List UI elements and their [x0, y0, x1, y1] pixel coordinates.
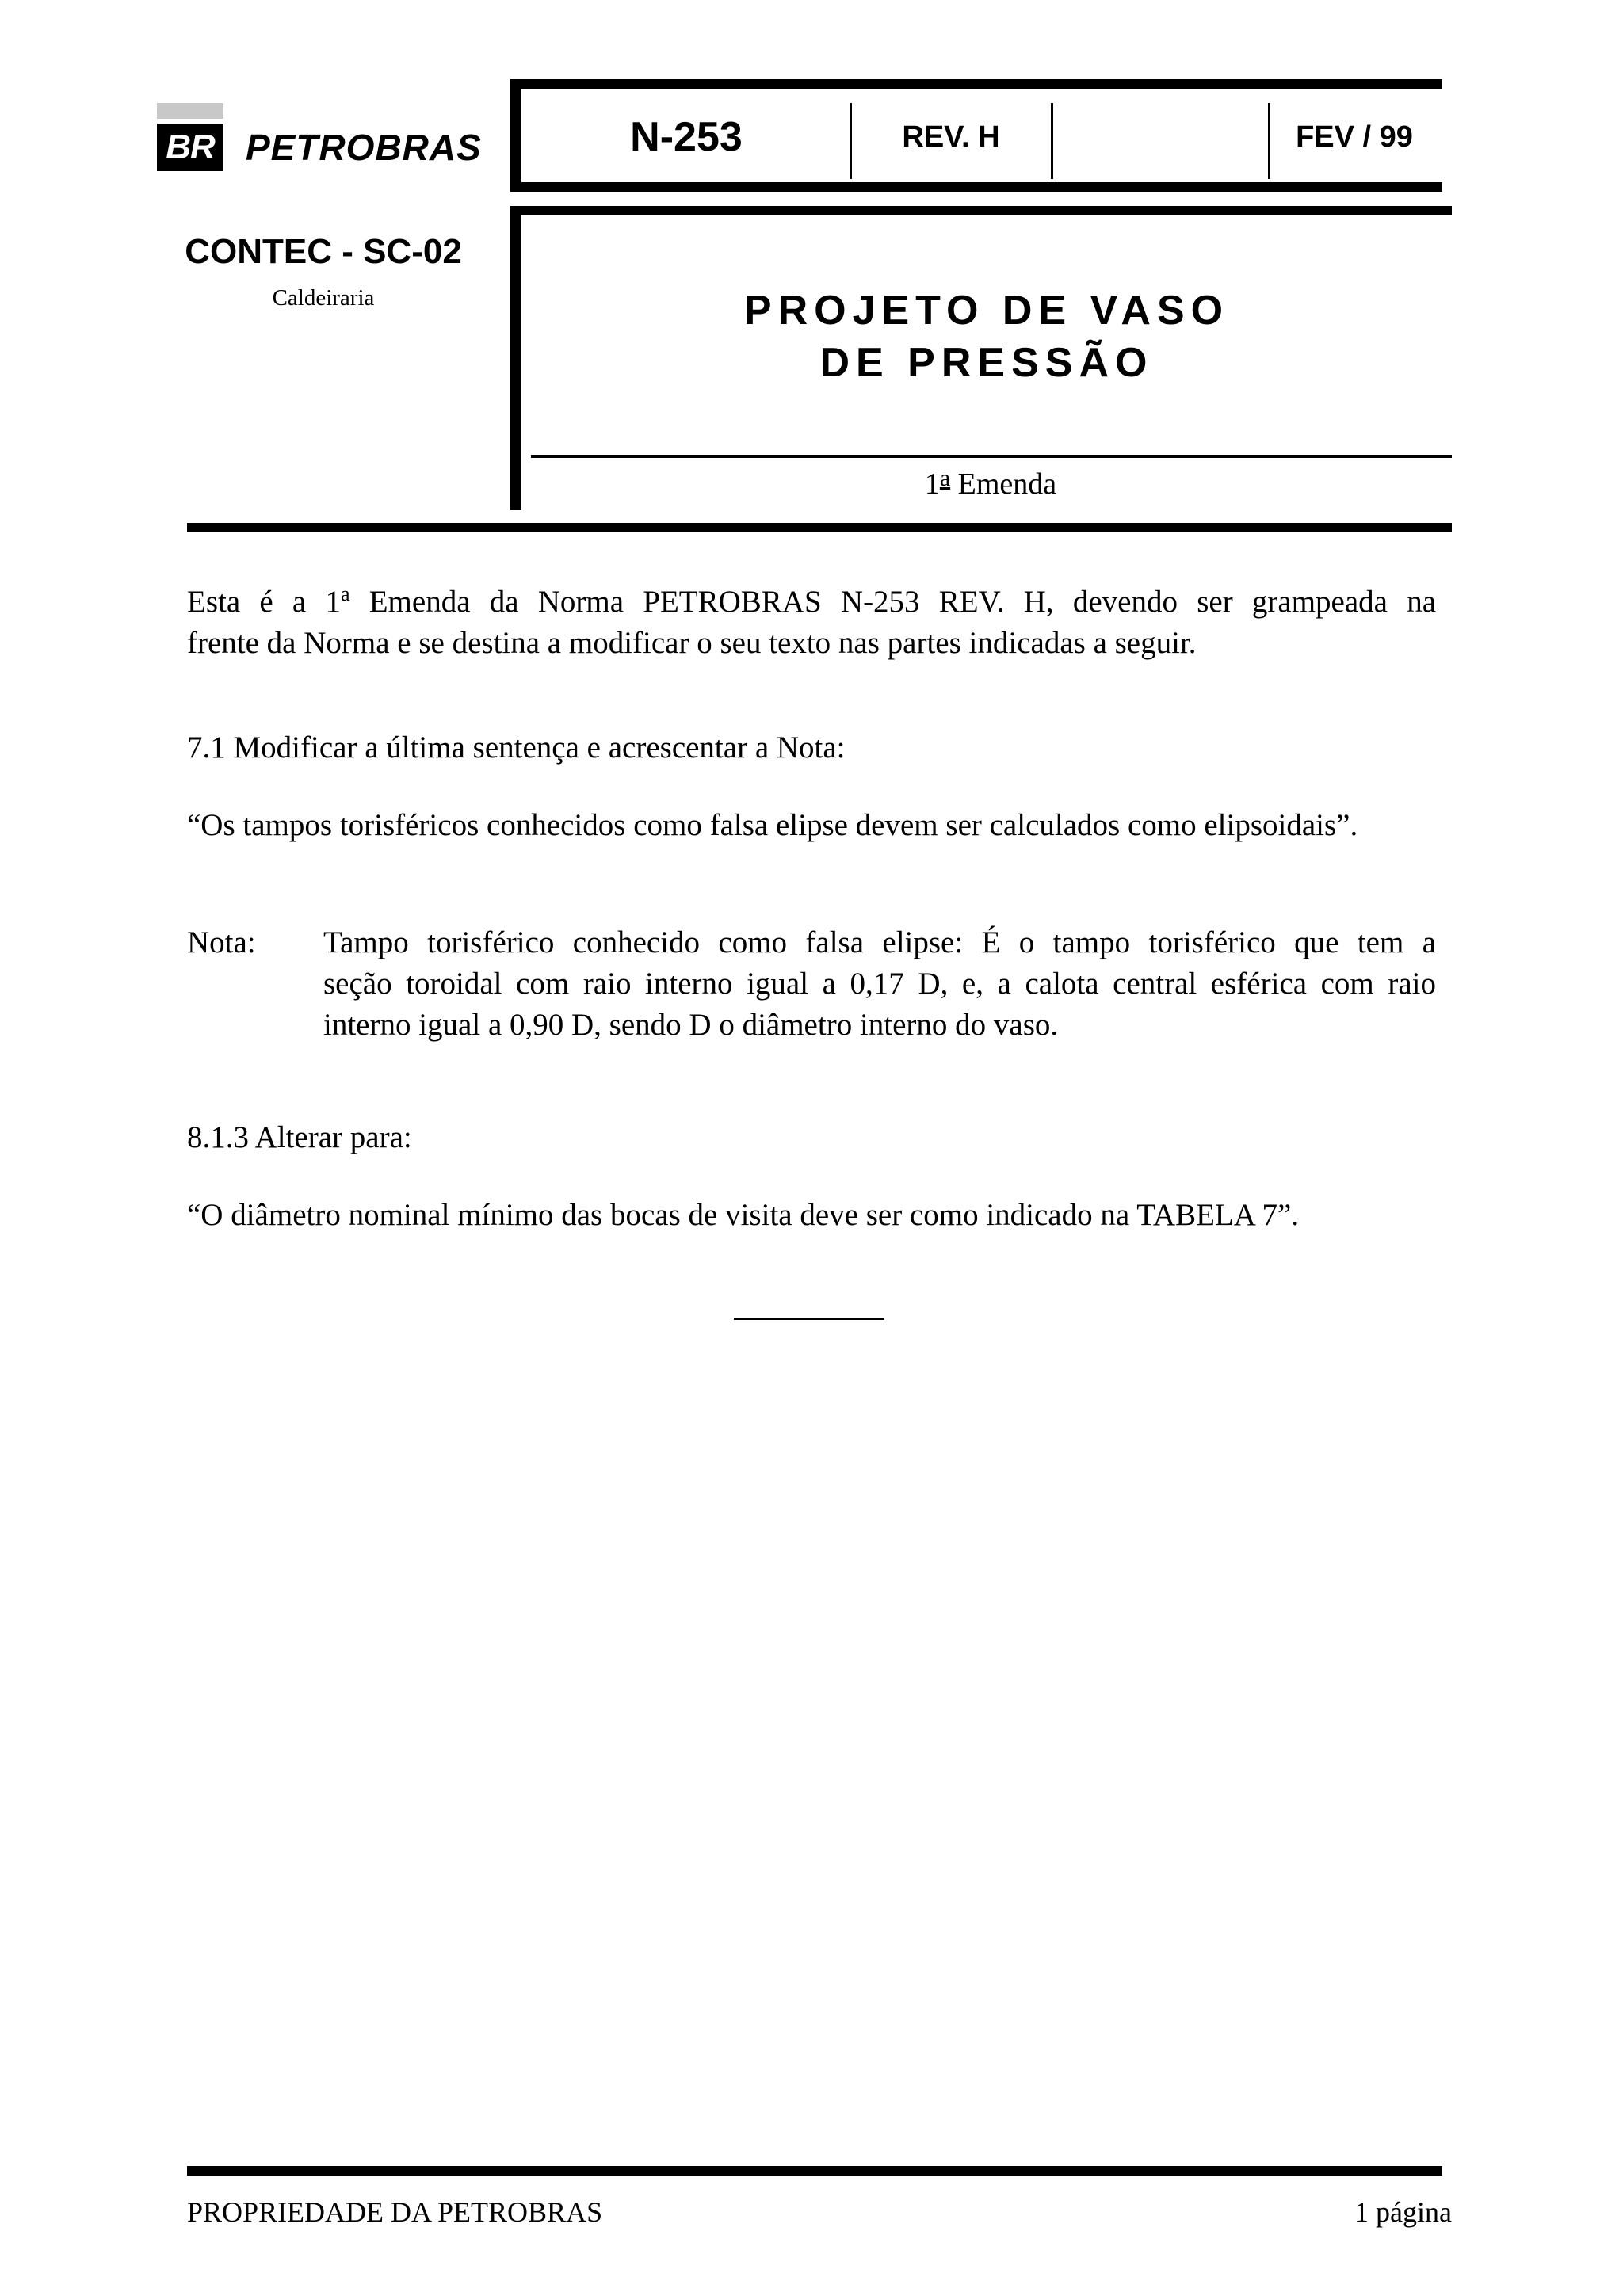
- end-of-text-rule: [734, 1318, 884, 1320]
- petrobras-logo: [157, 103, 494, 171]
- logo-br-mark: BR: [157, 124, 223, 171]
- section-8-1-3-quote: “O diâmetro nominal mínimo das bocas de visita deve ser como indicado na TABELA 7”.: [187, 1198, 1300, 1232]
- amendment-number: 1: [924, 467, 940, 501]
- title-left-rule: [510, 206, 521, 510]
- intro-line-1: Esta é a 1$^a$ Emenda da Norma PETROBRAS N-253 REV. H, devendo ser grampeada na: [187, 582, 1437, 619]
- intro-line-2: frente da Norma e se destina a modificar o seu texto nas partes indicadas a seguir.: [187, 626, 1197, 660]
- footer-rule: [187, 2166, 1442, 2176]
- note-line-3: interno igual a 0,90 D, sendo D o diâmetro interno do vaso.: [323, 1008, 1059, 1042]
- header-section-rule: [187, 523, 1452, 532]
- logo-wordmark: PETROBRAS: [246, 127, 482, 168]
- amendment-text: Emenda: [957, 467, 1057, 501]
- note-line-2: seção toroidal com raio interno igual a 0,17 D, e, a calota central esférica com raio: [323, 967, 1436, 1001]
- footer-owner: PROPRIEDADE DA PETROBRAS: [187, 2196, 603, 2228]
- logo-accent-bar: [157, 103, 223, 119]
- intro-paragraph: [187, 574, 1436, 664]
- document-title-line-2: DE PRESSÃO: [819, 340, 1154, 386]
- revision-label: REV. H: [902, 120, 1000, 154]
- note-label: Nota:: [187, 925, 256, 959]
- subcommittee-name: Caldeiraria: [272, 285, 375, 311]
- footer-page-count: 1 página: [1354, 2196, 1452, 2228]
- revision-date: FEV / 99: [1296, 120, 1413, 154]
- note-line-1: Tampo torisférico conhecido como falsa elipse: É o tampo torisférico que tem a: [323, 925, 1436, 959]
- header-left-rule: [510, 79, 521, 192]
- amendment-label: [531, 456, 1450, 506]
- document-code: N-253: [630, 114, 743, 160]
- header-divider: [1051, 103, 1053, 179]
- document-title-line-1: PROJETO DE VASO: [743, 288, 1230, 334]
- section-7-1-quote: “Os tampos torisféricos conhecidos como falsa elipse devem ser calculados como elipsoidais”.: [187, 808, 1358, 842]
- committee-name: CONTEC - SC-02: [185, 232, 462, 271]
- amendment-ordinal: a: [939, 465, 951, 491]
- section-8-1-3-heading: 8.1.3 Alterar para:: [187, 1120, 412, 1154]
- header-top-rule: [510, 79, 1442, 89]
- note-text: [323, 922, 1436, 1046]
- section-7-1-heading: 7.1 Modificar a última sentença e acrescentar a Nota:: [187, 730, 846, 765]
- title-top-rule: [510, 206, 1452, 215]
